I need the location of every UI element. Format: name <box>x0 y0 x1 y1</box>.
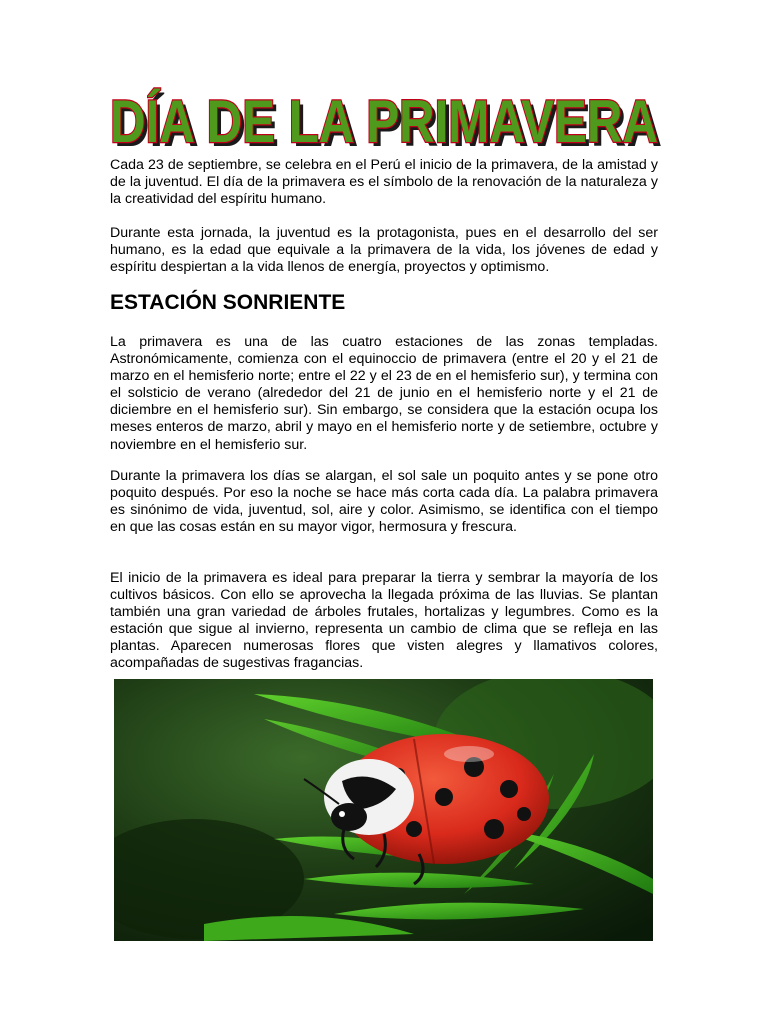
document-title <box>100 86 668 152</box>
intro-paragraph-2: Durante esta jornada, la juventud es la protagonista, pues en el desarrollo del ser humano, es la edad que equivale a la primavera de la vida, los jóvenes de edad y espíritu despiertan a la vida llenos de energía, proyectos y optimismo. <box>110 225 658 276</box>
ladybug-photo <box>114 679 653 941</box>
intro-paragraph-1: Cada 23 de septiembre, se celebra en el Perú el inicio de la primavera, de la amistad y de la juventud. El día de la primavera es el símbolo de la renovación de la naturaleza y la creatividad del espíritu humano. <box>110 157 658 208</box>
section-heading: ESTACIÓN SONRIENTE <box>110 291 346 314</box>
section-paragraph-2: Durante la primavera los días se alargan, el sol sale un poquito antes y se pone otro poquito después. Por eso la noche se hace más corta cada día. La palabra primavera es sinónimo de vida, juventud, sol, aire y color. Asimismo, se identifica con el tiempo en que las cosas están en su mayor vigor, hermosura y frescura. <box>110 468 658 536</box>
title-shadow: DÍA DE LA PRIMAVERA <box>114 92 662 152</box>
title-text: DÍA DE LA PRIMAVERA <box>110 88 658 152</box>
section-paragraph-3: El inicio de la primavera es ideal para preparar la tierra y sembrar la mayoría de los cultivos básicos. Con ello se aprovecha la llegada próxima de las lluvias. Se plantan también una gran variedad de árboles frutales, hortalizas y legumbres. Como es la estación que sigue al invierno, representa un cambio de clima que se refleja en las plantas. Aparecen numerosas flores que visten alegres y llamativos colores, acompañadas de sugestivas fragancias. <box>110 570 658 672</box>
section-paragraph-1: La primavera es una de las cuatro estaciones de las zonas templadas. Astronómicamente, comienza con el equinoccio de primavera (entre el 20 y el 21 de marzo en el hemisferio norte; entre el 22 y el 23 de en el hemisferio sur), y termina con el solsticio de verano (alrededor del 21 de junio en el hemisferio norte y el 21 de diciembre en el hemisferio sur). Sin embargo, se considera que la estación ocupa los meses enteros de marzo, abril y mayo en el hemisferio norte y de setiembre, octubre y noviembre en el hemisferio sur. <box>110 334 658 453</box>
